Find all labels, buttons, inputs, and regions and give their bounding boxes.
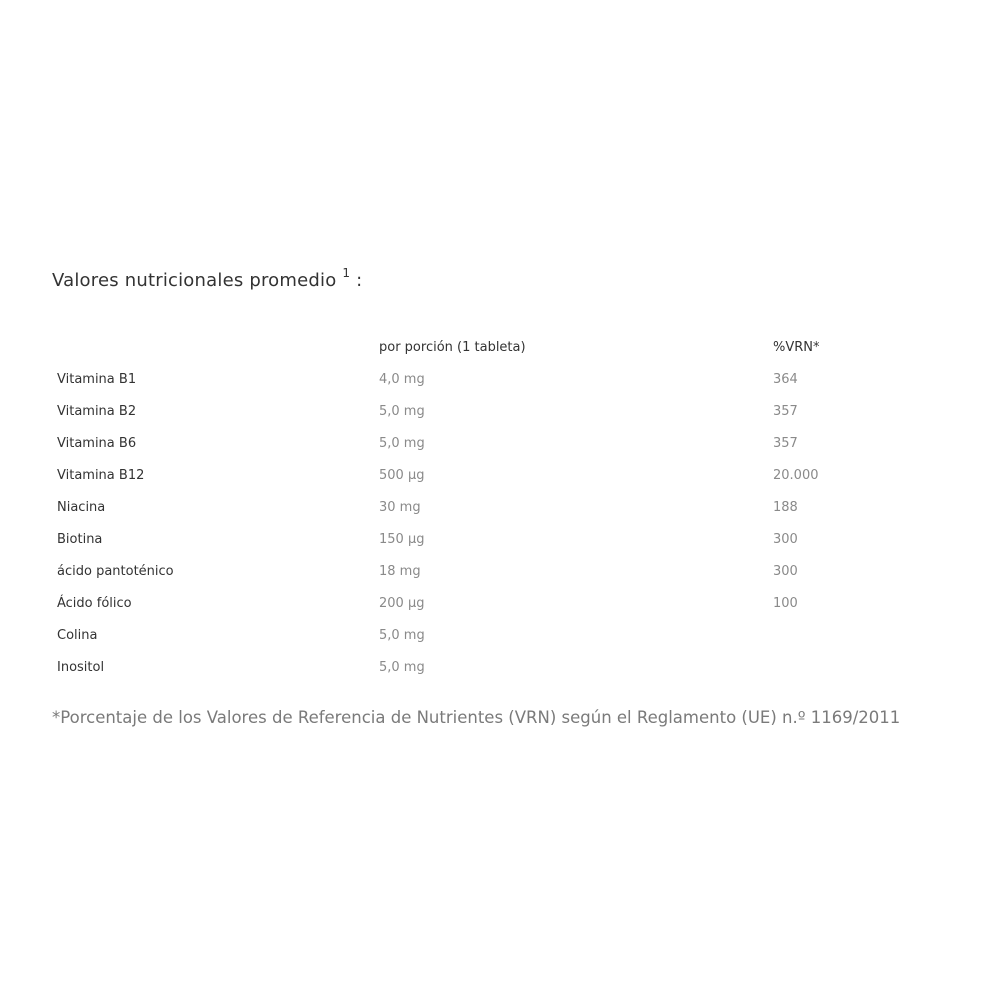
nutrient-vrn: 300	[773, 564, 798, 579]
nutrient-amount: 5,0 mg	[379, 628, 425, 643]
table-row	[57, 370, 937, 402]
title-text: Valores nutricionales promedio	[52, 270, 337, 291]
title-suffix: :	[356, 270, 363, 291]
nutrient-name: Vitamina B1	[57, 372, 137, 387]
nutrient-amount: 5,0 mg	[379, 660, 425, 675]
table-row	[57, 434, 937, 466]
table-row	[57, 562, 937, 594]
nutrient-vrn: 364	[773, 372, 798, 387]
nutrient-amount: 150 µg	[379, 532, 425, 547]
page-title	[52, 268, 362, 291]
nutrient-amount: 200 µg	[379, 596, 425, 611]
title-superscript: 1	[342, 266, 351, 280]
table-row	[57, 594, 937, 626]
table-row	[57, 498, 937, 530]
nutrient-name: Inositol	[57, 660, 105, 675]
table-row	[57, 658, 937, 690]
nutrient-amount: 18 mg	[379, 564, 421, 579]
nutrient-name: Colina	[57, 628, 98, 643]
table-row	[57, 626, 937, 658]
nutrient-amount: 4,0 mg	[379, 372, 425, 387]
nutrient-vrn: 357	[773, 436, 798, 451]
nutrition-table	[57, 338, 937, 690]
nutrient-vrn: 188	[773, 500, 798, 515]
nutrient-name: ácido pantoténico	[57, 564, 174, 579]
footnote: *Porcentaje de los Valores de Referencia de Nutrientes (VRN) según el Reglamento (UE) n.º 1169/2011	[52, 708, 901, 727]
nutrient-amount: 30 mg	[379, 500, 421, 515]
nutrient-amount: 5,0 mg	[379, 436, 425, 451]
header-vrn: %VRN*	[773, 340, 820, 355]
nutrient-amount: 500 µg	[379, 468, 425, 483]
nutrient-vrn: 100	[773, 596, 798, 611]
header-amount: por porción (1 tableta)	[379, 340, 526, 355]
table-row	[57, 466, 937, 498]
nutrient-name: Biotina	[57, 532, 103, 547]
table-header-row	[57, 338, 937, 370]
nutrient-vrn: 300	[773, 532, 798, 547]
nutrient-name: Niacina	[57, 500, 106, 515]
nutrient-name: Vitamina B2	[57, 404, 137, 419]
nutrient-vrn: 357	[773, 404, 798, 419]
nutrient-vrn: 20.000	[773, 468, 819, 483]
table-row	[57, 530, 937, 562]
nutrient-name: Vitamina B6	[57, 436, 137, 451]
table-row	[57, 402, 937, 434]
nutrient-name: Ácido fólico	[57, 596, 132, 611]
nutrient-name: Vitamina B12	[57, 468, 145, 483]
nutrient-amount: 5,0 mg	[379, 404, 425, 419]
